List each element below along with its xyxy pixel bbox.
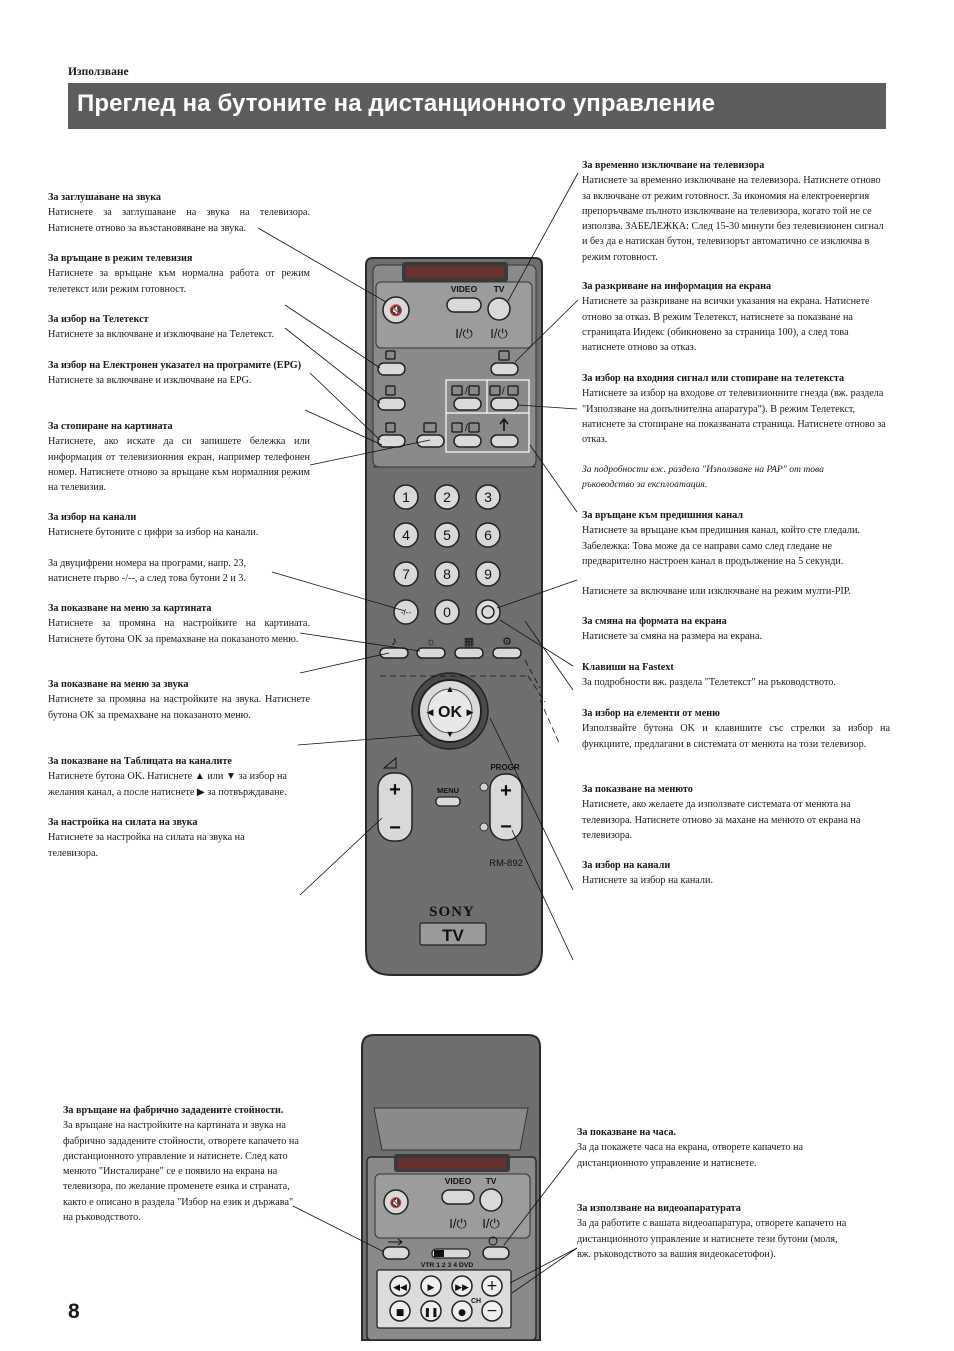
right-body: Натиснете за включване или изключване на режим мулти-PIP. <box>582 586 851 597</box>
video-power-button-2[interactable] <box>442 1190 474 1204</box>
bottom-right-title: За използване на видеоапаратурата <box>577 1203 741 1214</box>
right-title: Клавиши на Fastext <box>582 662 674 673</box>
fastext-button-4[interactable] <box>493 648 521 658</box>
pip-button[interactable] <box>454 398 481 410</box>
tv-label: TV <box>493 284 505 294</box>
pause-button[interactable] <box>421 1301 441 1321</box>
digit-label: 7 <box>402 566 410 582</box>
ok-joystick[interactable] <box>412 673 488 749</box>
left-body: Натиснете бутона OK. Натиснете ▲ или ▼ за избор на желания канал, а после натиснете ▶ за потвърждаване. <box>48 771 287 798</box>
fastext-button-3[interactable] <box>455 648 483 658</box>
left-title: За избор на Електронен указател на програмите (EPG) <box>48 360 302 371</box>
input-small-icon <box>480 823 488 831</box>
volume-up-icon: + <box>389 779 401 801</box>
teletext-button[interactable] <box>378 435 405 447</box>
left-title: За стопиране на картината <box>48 421 173 432</box>
digit-label: 4 <box>402 527 410 543</box>
forward-button[interactable] <box>452 1276 472 1296</box>
minus-icon: − <box>486 1303 498 1319</box>
right-title: За временно изключване на телевизора <box>582 160 765 171</box>
reset-button[interactable] <box>383 1247 409 1259</box>
mute-button-2[interactable] <box>384 1190 408 1214</box>
arrow-down-icon: ▼ <box>445 729 455 739</box>
record-icon: ● <box>458 1308 466 1318</box>
sound-menu-button[interactable] <box>380 648 408 658</box>
left-body: Натиснете за настройка на силата на звука на телевизора. <box>48 832 245 859</box>
section-label: Използване <box>68 66 129 78</box>
right-note-pap: За подробности вж. раздела "Използване на PAP" от това ръководство за експлоатация. <box>582 464 824 490</box>
right-body: Натиснете за избор на канали. <box>582 875 714 887</box>
previous-channel-button[interactable] <box>491 435 518 447</box>
digit-label: -/-- <box>400 608 412 617</box>
pause-icon: ❚❚ <box>423 1308 439 1318</box>
stop-icon: ■ <box>395 1308 405 1318</box>
digit-label: 6 <box>484 527 492 543</box>
ch-label: CH <box>470 1298 482 1305</box>
right-title: За връщане към предишния канал <box>582 510 743 521</box>
brightness-icon: ☼ <box>425 636 437 648</box>
vtr-selector-label: VTR 1 2 3 4 DVD <box>420 1262 474 1269</box>
clock-button[interactable] <box>483 1247 509 1259</box>
right-body: Натиснете за смяна на размера на екрана. <box>582 631 763 643</box>
tv-mode-button[interactable] <box>378 363 405 375</box>
digit-button-1[interactable] <box>394 485 418 509</box>
digit-label: 8 <box>443 566 451 582</box>
setup-icon: ⚙ <box>502 636 512 648</box>
svg-text:/: / <box>465 386 468 397</box>
rewind-icon: ◀◀ <box>393 1283 407 1293</box>
video-power-symbol: I/⏻ <box>455 326 473 341</box>
channel-up-button[interactable] <box>482 1276 502 1296</box>
svg-text:/: / <box>502 386 505 397</box>
bottom-left-title: За връщане на фабрично зададените стойности. <box>63 1105 284 1116</box>
right-body: За подробности вж. раздела "Телетекст" на ръководството. <box>582 677 836 689</box>
left-title: За настройка на силата на звука <box>48 817 198 828</box>
tv-power-symbol-2: I/⏻ <box>482 1216 500 1231</box>
epg-button[interactable] <box>378 398 405 410</box>
digit-label: 5 <box>443 527 451 543</box>
ok-label: OK <box>438 704 462 721</box>
video-power-button[interactable] <box>447 298 481 312</box>
music-note-icon: ♪ <box>391 634 397 648</box>
menu-label: MENU <box>436 786 460 795</box>
volume-down-icon: − <box>389 817 401 839</box>
digit-button-5[interactable] <box>435 523 459 547</box>
digit-button--/--[interactable] <box>394 600 418 624</box>
mute-icon: 🔇 <box>389 305 403 317</box>
arrow-left-icon: ◀ <box>426 707 434 717</box>
left-title: За избор на Телетекст <box>48 314 149 325</box>
left-body: Натиснете за включване и изключване на EPG. <box>48 375 252 387</box>
left-body: Натиснете за промяна на настройките на картината. Натиснете бутона OK за премахване на показаното меню. <box>48 618 310 645</box>
channel-down-button[interactable] <box>482 1301 502 1321</box>
tv-power-symbol: I/⏻ <box>490 326 508 341</box>
left-title: За показване на меню за картината <box>48 603 212 614</box>
arrow-right-icon: ▶ <box>466 707 474 717</box>
rewind-button[interactable] <box>390 1276 410 1296</box>
right-body: Натиснете за избор на входове от телевизионните гнезда (вж. раздела "Използване на допълнителна апаратура"). В режим Телетекст, натиснете за стопиране на показваната страница. Натиснете отново за отказ. <box>582 388 886 446</box>
right-body: Използвайте бутона OK и клавишите със стрелки за избор на функциите, предлагани в системата от менюта на този телевизор. <box>582 723 890 750</box>
freeze-button[interactable] <box>417 435 444 447</box>
digit-button-9[interactable] <box>476 562 500 586</box>
bottom-right-body: За да покажете часа на екрана, отворете капачето на дистанционното управление и натиснете. <box>577 1142 803 1169</box>
tv-power-button[interactable] <box>488 298 510 320</box>
left-title: За заглушаване на звука <box>48 192 162 203</box>
play-button[interactable] <box>421 1276 441 1296</box>
digit-button-3[interactable] <box>476 485 500 509</box>
right-title: За разкриване на информация на екрана <box>582 281 772 292</box>
tv-power-button-2[interactable] <box>480 1189 502 1211</box>
right-title: За избор на елементи от меню <box>582 708 720 719</box>
digit-button-4[interactable] <box>394 523 418 547</box>
tv-logo: TV <box>442 926 464 945</box>
digit-label: 1 <box>402 489 410 505</box>
digit-label: 0 <box>443 604 451 620</box>
left-body: Натиснете за връщане към нормална работа от режим телетекст или режим готовност. <box>48 268 310 295</box>
right-title: За смяна на формата на екрана <box>582 616 727 627</box>
format-button[interactable] <box>454 435 481 447</box>
digit-label: 3 <box>484 489 492 505</box>
left-body: Натиснете за промяна на настройките на звука. Натиснете бутона OK за премахване на показаното меню. <box>48 694 310 721</box>
right-body: Натиснете за временно изключване на телевизора. Натиснете отново за включване от режим готовност. За икономия на електроенергия препоръчваме пълното изключване на телевизора, когато той не се използва. ЗАБЕЛЕЖКА: След 15-30 минути без телевизионен сигнал и без да е натискан бутон, телевизорът автоматично се изключва в режим готовност. <box>582 175 884 263</box>
digit-button-2[interactable] <box>435 485 459 509</box>
right-title: За показване на менюто <box>582 784 693 795</box>
bottom-left-body: За връщане на настройките на картината и звука на фабрично зададените стойности, отворете капачето на дистанционното управление и натиснете. След като менюто "Инсталиране" се е появило на екрана на телевизора, по желание променете езика и страната, както е описано в раздела "Избор на език и държава" на ръководството. <box>63 1120 299 1224</box>
left-body: Натиснете за включване и изключване на Телетекст. <box>48 329 275 341</box>
right-body: Натиснете за връщане към предишния канал, който сте гледали. Забележка: Това може да се направи само след гледане не предварително настроен канал в продължение на 5 секунди. <box>582 525 860 567</box>
info-button[interactable] <box>491 363 518 375</box>
program-up-icon: + <box>500 780 512 802</box>
left-title: За избор на канали <box>48 512 137 523</box>
digit-label: 2 <box>443 489 451 505</box>
page-number: 8 <box>68 1300 80 1323</box>
input-button[interactable] <box>491 398 518 410</box>
picture-menu-button[interactable] <box>417 648 445 658</box>
digit-label: 9 <box>484 566 492 582</box>
video-power-symbol-2: I/⏻ <box>449 1216 467 1231</box>
left-body: За двуцифрени номера на програми, напр. 23, натиснете първо -/--, а след това бутони 2 и 3. <box>48 558 247 585</box>
program-down-icon: − <box>500 816 512 838</box>
progr-label: PROGR <box>490 763 520 772</box>
mute-icon: 🔇 <box>389 1198 403 1209</box>
digit-button-6[interactable] <box>476 523 500 547</box>
play-icon: ▶ <box>427 1283 435 1293</box>
digit-button-8[interactable] <box>435 562 459 586</box>
grid-icon: ▦ <box>463 636 475 648</box>
video-label: VIDEO <box>450 284 478 294</box>
page-title: Преглед на бутоните на дистанционното управление <box>77 90 716 117</box>
left-body: Натиснете, ако искате да си запишете бележка или информация от телевизионния екран, например телефонен номер. Натиснете отново за връщане към нормалния режим на телевизия. <box>48 436 310 494</box>
left-body: Натиснете бутоните с цифри за избор на канали. <box>48 527 259 539</box>
right-title: За избор на входния сигнал или стопиране на телетекста <box>582 373 845 384</box>
plus-icon: + <box>486 1278 498 1294</box>
video-label-2: VIDEO <box>444 1176 472 1186</box>
bottom-right-body: За да работите с вашата видеоапаратура, отворете капачето на дистанционното управление и натиснете тези бутони (моля, вж. ръководството за вашия видеокасетофон). <box>577 1218 847 1260</box>
left-title: За връщане в режим телевизия <box>48 253 193 264</box>
left-body: Натиснете за заглушаване на звука на телевизора. Натиснете отново за възстановяване на звука. <box>48 207 310 234</box>
menu-button[interactable] <box>436 797 460 806</box>
left-title: За показване на меню за звука <box>48 679 189 690</box>
input-small-icon <box>480 783 488 791</box>
stop-button[interactable] <box>390 1301 410 1321</box>
tv-label-2: TV <box>485 1176 497 1186</box>
sony-logo: SONY <box>429 904 475 920</box>
right-title: За избор на канали <box>582 860 671 871</box>
record-button[interactable] <box>452 1301 472 1321</box>
left-title: За показване на Таблицата на каналите <box>48 756 232 767</box>
right-body: Натиснете, ако желаете да използвате системата от менюта на телевизора. Натиснете отново за махане на менюто от екрана на телевизора. <box>582 799 861 841</box>
forward-icon: ▶▶ <box>455 1283 469 1293</box>
bottom-right-title: За показване на часа. <box>577 1127 677 1138</box>
digit-button-0[interactable] <box>435 600 459 624</box>
arrow-up-icon: ▲ <box>445 684 455 694</box>
previous-pip-button[interactable] <box>476 600 500 624</box>
right-body: Натиснете за разкриване на всички указания на екрана. Натиснете отново за отказ. В режим Телетекст, натиснете за показване на страницата Индекс (обикновено за страница 100), а след това натиснете отново за отказ. <box>582 296 870 354</box>
mute-button[interactable] <box>383 297 409 323</box>
model-label: RM-892 <box>489 858 523 869</box>
digit-button-7[interactable] <box>394 562 418 586</box>
svg-text:/: / <box>465 423 468 434</box>
